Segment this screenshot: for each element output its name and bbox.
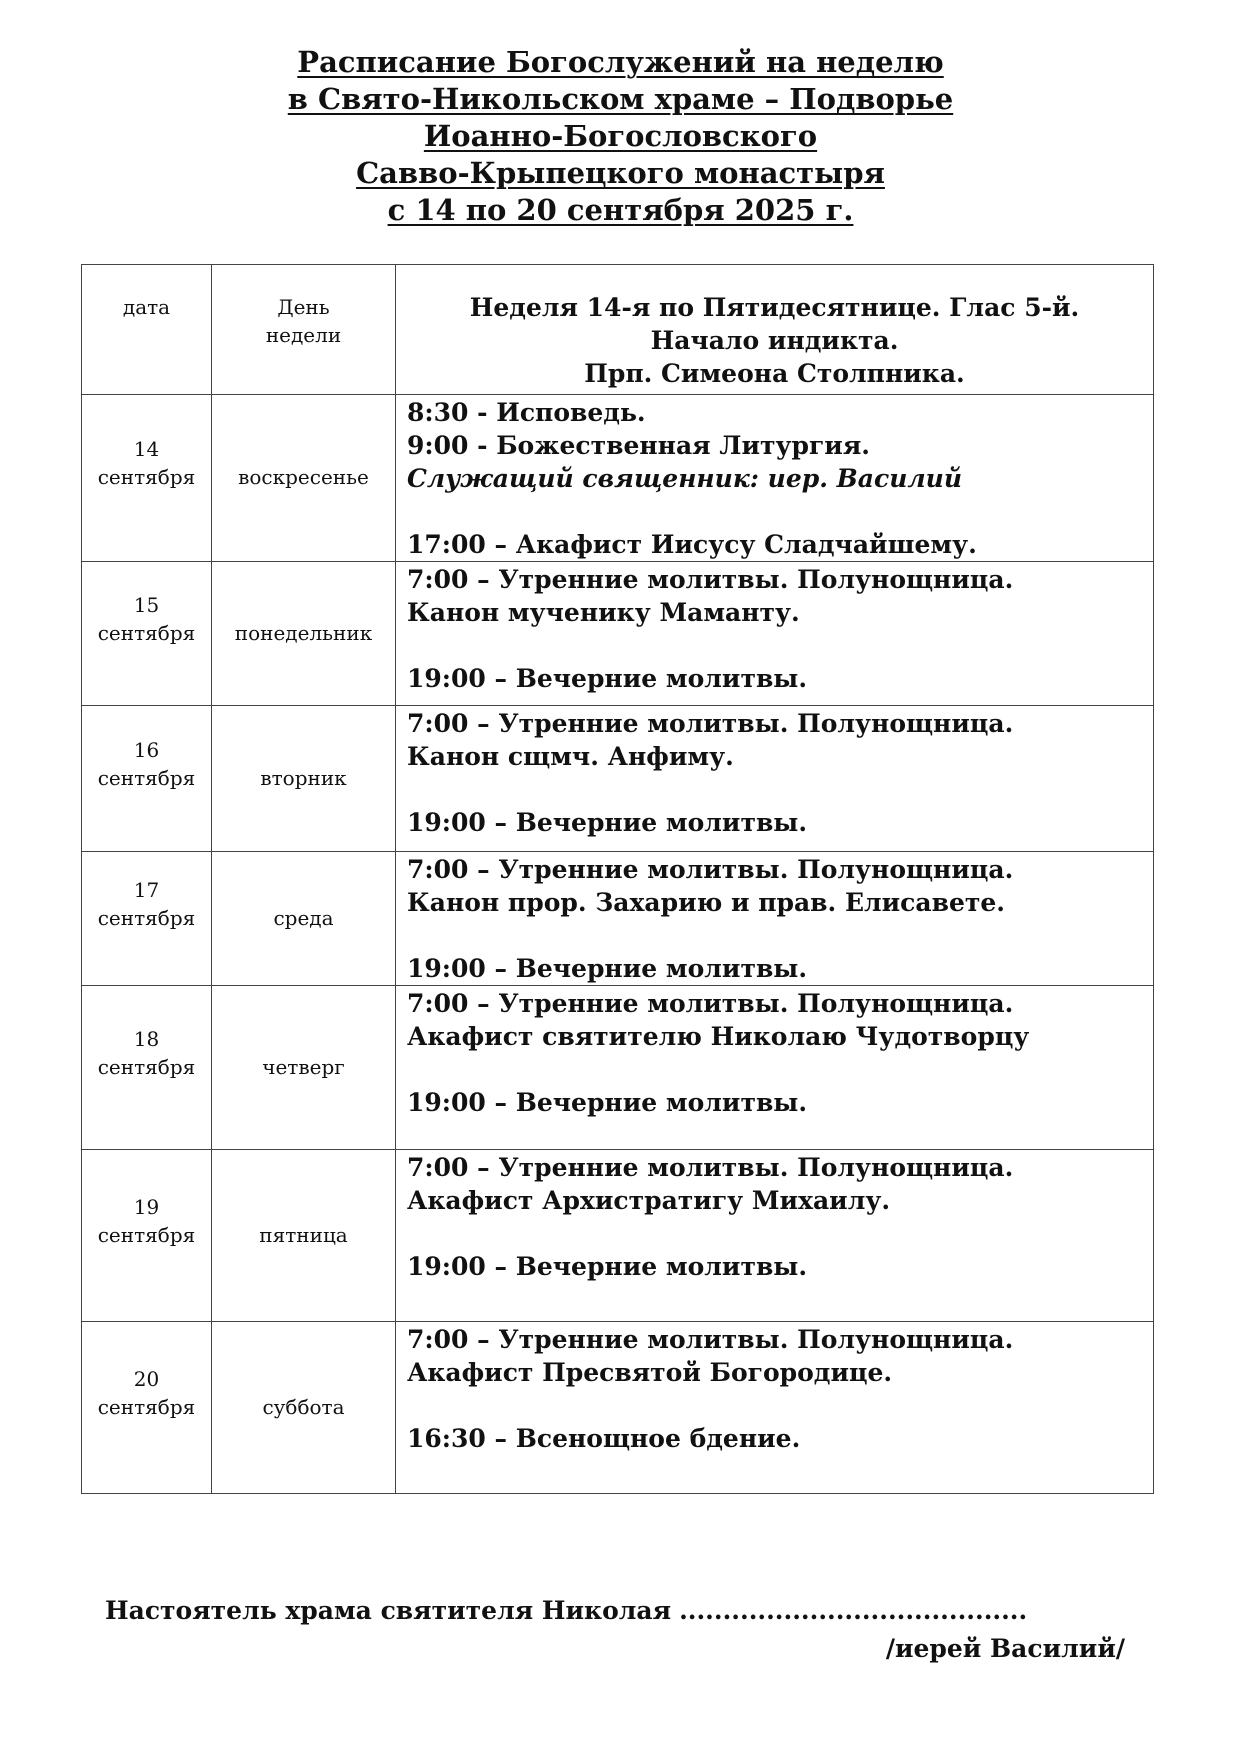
date-month: сентября <box>97 1222 196 1247</box>
service-line: 7:00 – Утренние молитвы. Полунощница. <box>407 989 1014 1018</box>
services-cell <box>396 562 1154 706</box>
service-line: 16:30 – Всенощное бдение. <box>407 1424 801 1453</box>
date-month: сентября <box>97 1054 196 1079</box>
weekday-cell <box>212 1322 396 1494</box>
header-date-label: дата <box>122 295 171 319</box>
weekday-label: четверг <box>262 1054 345 1079</box>
weekday-label: среда <box>273 905 334 930</box>
service-line: Акафист Пресвятой Богородице. <box>407 1358 893 1387</box>
weekday-cell <box>212 852 396 986</box>
service-line: 19:00 – Вечерние молитвы. <box>407 664 808 693</box>
weekday-cell <box>212 706 396 852</box>
date-day-number: 17 <box>133 877 160 902</box>
service-line: 8:30 - Исповедь. <box>407 398 646 427</box>
date-month: сентября <box>97 765 196 790</box>
signature-dots: ........................................ <box>679 1596 1028 1625</box>
title-line-2: в Свято-Никольском храме – Подворье <box>287 82 954 116</box>
service-spacer <box>407 773 1153 806</box>
services-cell <box>396 986 1154 1150</box>
service-line: 7:00 – Утренние молитвы. Полунощница. <box>407 709 1014 738</box>
service-line: Акафист Архистратигу Михаилу. <box>407 1186 891 1215</box>
date-cell <box>82 1322 212 1494</box>
weekday-label: понедельник <box>234 620 373 645</box>
service-line: 17:00 – Акафист Иисусу Сладчайшему. <box>407 530 977 559</box>
table-header-row <box>82 265 1154 395</box>
date-day-number: 15 <box>133 592 160 617</box>
date-day-number: 16 <box>133 737 160 762</box>
footer-signature-block <box>105 1592 1125 1668</box>
service-spacer <box>407 1217 1153 1250</box>
services-cell <box>396 1322 1154 1494</box>
date-cell <box>82 1150 212 1322</box>
service-line: Канон мученику Маманту. <box>407 598 800 627</box>
table-row <box>82 986 1154 1150</box>
header-services-line-3: Прп. Симеона Столпника. <box>584 359 965 388</box>
services-cell <box>396 706 1154 852</box>
document-title <box>0 44 1241 229</box>
header-services-line-2: Начало индикта. <box>650 326 899 355</box>
signature-name: /иерей Василий/ <box>885 1634 1125 1663</box>
rector-line <box>105 1592 1125 1630</box>
header-date <box>82 265 212 395</box>
service-line: 19:00 – Вечерние молитвы. <box>407 808 808 837</box>
service-line: 19:00 – Вечерние молитвы. <box>407 954 808 983</box>
table-row <box>82 1150 1154 1322</box>
service-line: Канон сщмч. Анфиму. <box>407 742 734 771</box>
date-day-number: 14 <box>133 437 160 461</box>
service-line: Служащий священник: иер. Василий <box>407 464 963 493</box>
weekday-label: воскресенье <box>238 465 369 489</box>
service-spacer <box>407 1389 1153 1422</box>
date-cell <box>82 706 212 852</box>
rector-label: Настоятель храма святителя Николая <box>105 1596 672 1625</box>
date-month: сентября <box>97 905 196 930</box>
table-row <box>82 562 1154 706</box>
header-weekday <box>212 265 396 395</box>
service-line: Акафист святителю Николаю Чудотворцу <box>407 1022 1030 1051</box>
date-cell <box>82 562 212 706</box>
service-spacer <box>407 919 1153 952</box>
service-spacer <box>407 629 1153 662</box>
header-services <box>396 265 1154 395</box>
date-day-number: 19 <box>133 1194 160 1219</box>
title-line-1: Расписание Богослужений на неделю <box>297 45 944 79</box>
weekday-cell <box>212 1150 396 1322</box>
service-line: 7:00 – Утренние молитвы. Полунощница. <box>407 855 1014 884</box>
weekday-cell <box>212 986 396 1150</box>
service-line: 7:00 – Утренние молитвы. Полунощница. <box>407 1325 1014 1354</box>
date-cell <box>82 395 212 562</box>
weekday-label: пятница <box>259 1222 348 1247</box>
date-month: сентября <box>97 465 196 489</box>
weekday-cell <box>212 562 396 706</box>
weekday-label: вторник <box>260 765 347 790</box>
service-spacer <box>407 495 1153 528</box>
service-line: 7:00 – Утренние молитвы. Полунощница. <box>407 565 1014 594</box>
services-cell <box>396 395 1154 562</box>
header-weekday-line-2: недели <box>265 323 342 347</box>
services-cell <box>396 852 1154 986</box>
date-month: сентября <box>97 1394 196 1419</box>
header-services-line-1: Неделя 14-я по Пятидесятнице. Глас 5-й. <box>469 293 1080 322</box>
date-day-number: 18 <box>133 1026 160 1051</box>
service-line: 9:00 - Божественная Литургия. <box>407 431 871 460</box>
services-cell <box>396 1150 1154 1322</box>
weekday-cell <box>212 395 396 562</box>
schedule-table <box>81 264 1154 1494</box>
date-cell <box>82 852 212 986</box>
header-weekday-line-1: День <box>277 295 330 319</box>
weekday-label: суббота <box>262 1394 345 1419</box>
title-line-5: с 14 по 20 сентября 2025 г. <box>387 193 854 227</box>
date-day-number: 20 <box>133 1366 160 1391</box>
service-spacer <box>407 1053 1153 1086</box>
service-line: 19:00 – Вечерние молитвы. <box>407 1088 808 1117</box>
table-row <box>82 1322 1154 1494</box>
service-line: 7:00 – Утренние молитвы. Полунощница. <box>407 1153 1014 1182</box>
table-row <box>82 395 1154 562</box>
date-cell <box>82 986 212 1150</box>
title-line-4: Савво-Крыпецкого монастыря <box>356 156 885 190</box>
service-line: Канон прор. Захарию и прав. Елисавете. <box>407 888 1005 917</box>
table-row <box>82 852 1154 986</box>
table-row <box>82 706 1154 852</box>
title-line-3: Иоанно-Богословского <box>423 119 818 153</box>
service-line: 19:00 – Вечерние молитвы. <box>407 1252 808 1281</box>
date-month: сентября <box>97 620 196 645</box>
